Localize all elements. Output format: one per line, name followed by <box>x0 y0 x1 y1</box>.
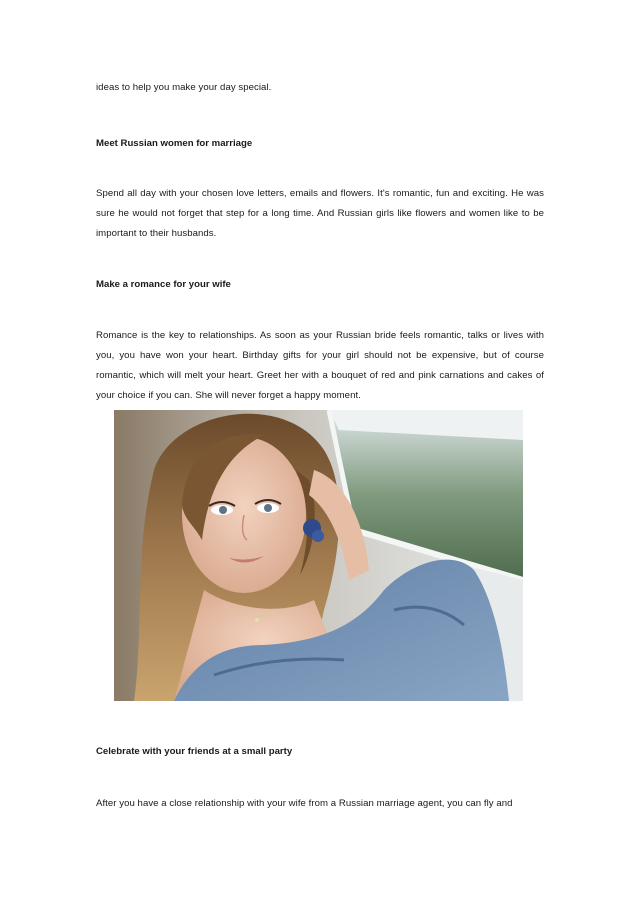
heading-make-a-romance: Make a romance for your wife <box>96 279 231 290</box>
paragraph-intro: ideas to help you make your day special. <box>96 82 272 93</box>
woman-photo <box>114 410 523 701</box>
heading-celebrate-with-friends: Celebrate with your friends at a small party <box>96 746 293 757</box>
heading-meet-russian-women: Meet Russian women for marriage <box>96 138 253 149</box>
paragraph-after-relationship: After you have a close relationship with your wife from a Russian marriage agent, you can fly and <box>96 798 513 809</box>
paragraph-love-letters: Spend all day with your chosen love letters, emails and flowers. It's romantic, fun and exciting. He was sure he would not forget that step for a long time. And Russian girls like flowers and women like to be important to their husbands. <box>96 188 544 239</box>
paragraph-romance: Romance is the key to relationships. As soon as your Russian bride feels romantic, talks or lives with you, you have won your heart. Birthday gifts for your girl should not be expensive, but of course romantic, which will melt your heart. Greet her with a bouquet of red and pink carnations and cakes of your choice if you can. She will never forget a happy moment. <box>96 330 544 401</box>
